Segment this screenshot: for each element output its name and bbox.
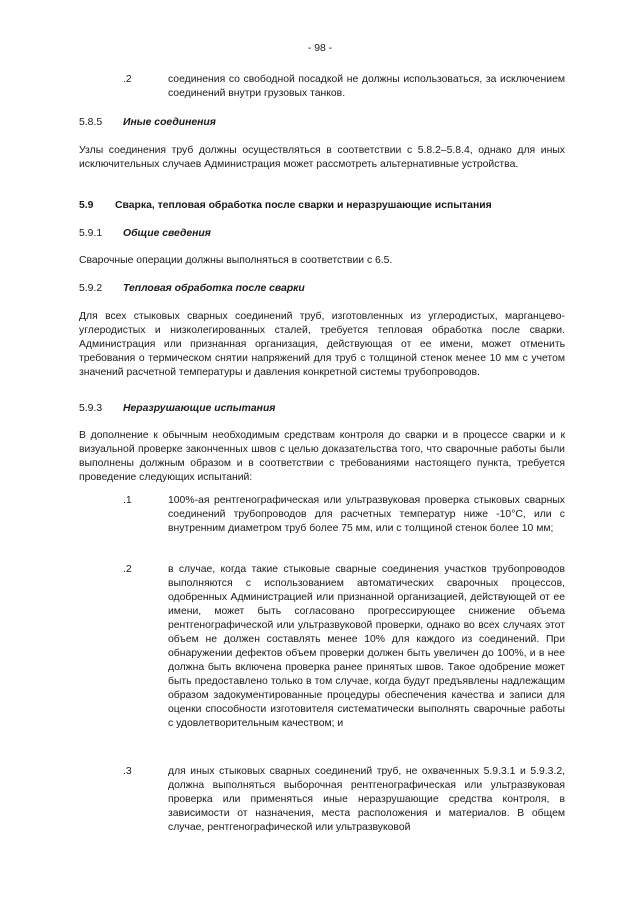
section-5-8-5-text: Узлы соединения труб должны осуществляться в соответствии с 5.8.2–5.8.4, однако для иных исключительных случаев Администрация может рассмотреть альтернативные устройства. — [79, 145, 565, 170]
list-item-number: .3 — [123, 766, 132, 777]
section-5-8-5-number: 5.8.5 — [79, 117, 103, 128]
section-5-9-title: Сварка, тепловая обработка после сварки и неразрушающие испытания — [115, 200, 492, 211]
section-5-9-1-title: Общие сведения — [123, 228, 211, 239]
page-number: - 98 - — [307, 43, 333, 54]
section-5-9-3-title: Неразрушающие испытания — [123, 403, 276, 414]
list-item-text: 100%-ая рентгенографическая или ультразвуковая проверка стыковых сварных соединений трубопроводов для расчетных температур ниже -10°С, или с внутренним диаметром труб более 75 мм, или с толщиной стенок более 10 мм; — [168, 495, 565, 534]
section-5-9-2-title: Тепловая обработка после сварки — [123, 283, 305, 294]
top-item-text: соединения со свободной посадкой не должны использоваться, за исключением соединений внутри грузовых танков. — [168, 74, 565, 99]
list-item-text: для иных стыковых сварных соединений труб, не охваченных 5.9.3.1 и 5.9.3.2, должна выполняться выборочная рентгенографическая или ультразвуковая проверка или применяться иные неразрушающие средства контроля, в зависимости от назначения, места расположения и материалов. В общем случае, рентгенографической или ультразвуковой — [168, 766, 565, 833]
section-5-9-3-text: В дополнение к обычным необходимым средствам контроля до сварки и в процессе сварки и к визуальной проверке законченных швов с целью доказательства того, что сварочные работы были выполнены должным образом и в соответствии с требованиями настоящего пункта, требуется проведение следующих испытаний: — [79, 430, 565, 483]
list-item-text: в случае, когда такие стыковые сварные соединения участков трубопроводов выполняются с использованием автоматических сварочных процессов, одобренных Администрацией или признанной организацией, действующей от ее имени, может быть согласовано прогрессирующее снижение объема рентгенографической или ультразвуковой проверки, однако во всех случаях этот объем не должен составлять менее 10% для каждого из соединений. При обнаружении дефектов объем проверки должен быть увеличен до 100%, и в нее должна быть включена проверка ранее принятых швов. Такое одобрение может быть предоставлено только в том случае, когда будут предъявлены надлежащим образом задокументированные процедуры обеспечения качества и записи для оценки способности изготовителя систематически выполнять сварочные работы с удовлетворительным качеством; и — [168, 564, 565, 729]
section-5-8-5-title: Иные соединения — [123, 117, 216, 128]
list-item-number: .1 — [123, 495, 132, 506]
section-5-9-1-text: Сварочные операции должны выполняться в соответствии с 6.5. — [79, 255, 393, 266]
section-5-9-2-text: Для всех стыковых сварных соединений труб, изготовленных из углеродистых, марганцево-углеродистых и низколегированных сталей, требуется тепловая обработка после сварки. Администрация или признанная организация, действующая от ее имени, может отменить требования о термическом снятии напряжений для труб с толщиной стенок менее 10 мм с учетом значений расчетной температуры и давления конкретной системы трубопроводов. — [79, 311, 565, 378]
list-item-number: .2 — [123, 564, 132, 575]
section-5-9-number: 5.9 — [79, 200, 94, 211]
top-item-number: .2 — [123, 74, 132, 85]
section-5-9-1-number: 5.9.1 — [79, 228, 103, 239]
section-5-9-2-number: 5.9.2 — [79, 283, 103, 294]
section-5-9-3-number: 5.9.3 — [79, 403, 103, 414]
